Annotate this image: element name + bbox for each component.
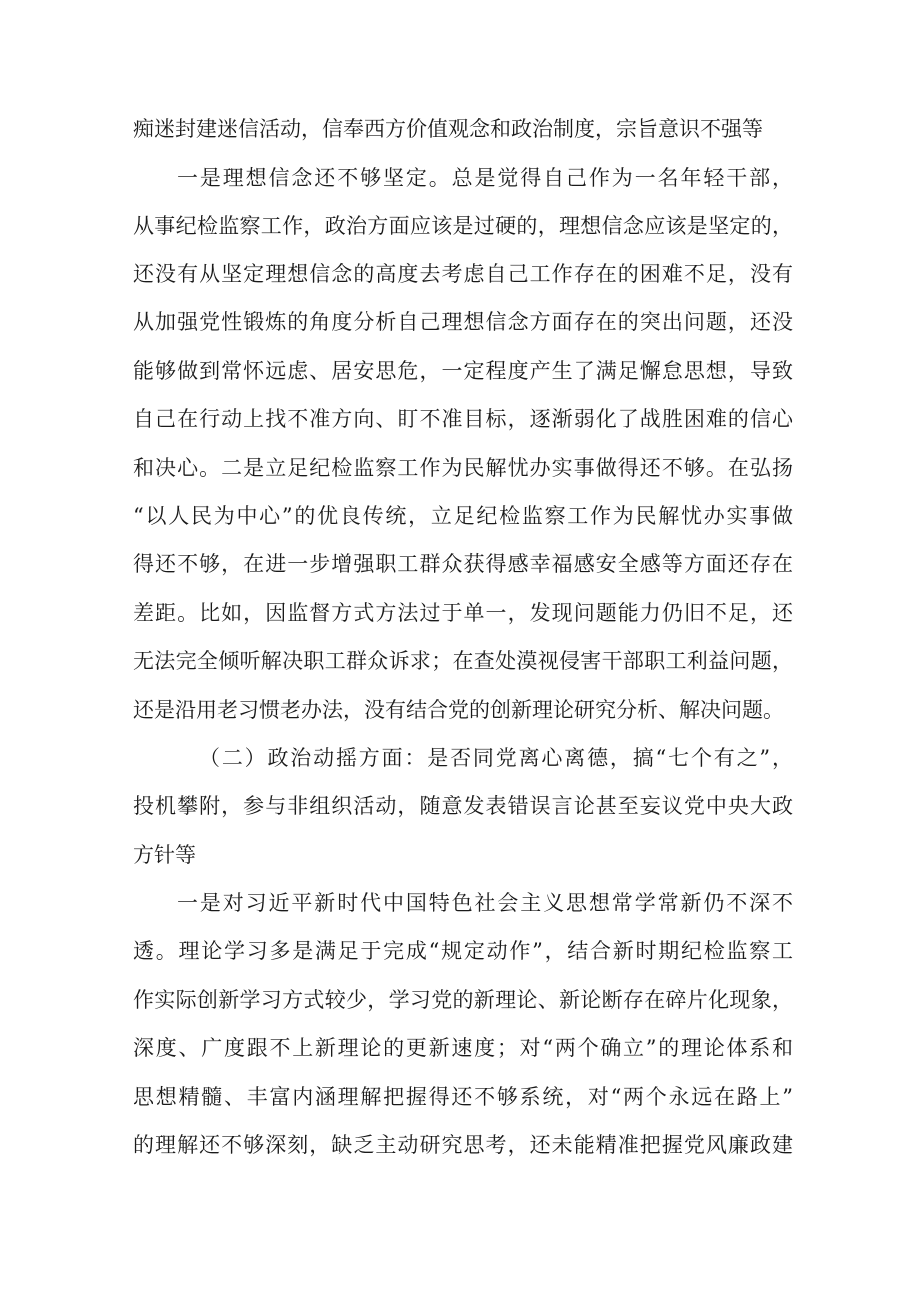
text-line-15: 投机攀附，参与非组织活动，随意发表错误言论甚至妄议党中央大政 <box>133 794 793 818</box>
text-line-12: 无法完全倾听解决职工群众诉求；在查处漠视侵害干部职工利益问题， <box>133 649 793 673</box>
section-heading: （二）政治动摇方面：是否同党离心离德，搞“七个有之”， <box>199 746 793 770</box>
text-line-3: 从事纪检监察工作，政治方面应该是过硬的，理想信念应该是坚定的， <box>133 214 793 238</box>
text-line-1: 痴迷封建迷信活动，信奉西方价值观念和政治制度，宗旨意识不强等 <box>133 117 763 141</box>
text-line-2: 一是理想信念还不够坚定。总是觉得自己作为一名年轻干部， <box>177 166 793 190</box>
text-line-6: 能够做到常怀远虑、居安思危，一定程度产生了满足懈怠思想，导致 <box>133 359 793 383</box>
text-line-9: “以人民为中心”的优良传统，立足纪检监察工作为民解忧办实事做 <box>133 504 793 528</box>
text-line-22: 的理解还不够深刻，缺乏主动研究思考，还未能精准把握党风廉政建 <box>133 1133 793 1157</box>
text-line-20: 深度、广度跟不上新理论的更新速度；对“两个确立”的理论体系和 <box>133 1036 793 1060</box>
text-line-7: 自己在行动上找不准方向、盯不准目标，逐渐弱化了战胜困难的信心 <box>133 407 793 431</box>
text-line-17: 一是对习近平新时代中国特色社会主义思想常学常新仍不深不 <box>177 891 793 915</box>
text-line-21: 思想精髓、丰富内涵理解把握得还不够系统，对“两个永远在路上” <box>133 1085 793 1109</box>
text-line-10: 得还不够，在进一步增强职工群众获得感幸福感安全感等方面还存在 <box>133 552 793 576</box>
text-line-4: 还没有从坚定理想信念的高度去考虑自己工作存在的困难不足，没有 <box>133 262 793 286</box>
text-line-18: 透。理论学习多是满足于完成“规定动作”，结合新时期纪检监察工 <box>133 939 793 963</box>
text-line-5: 从加强党性锻炼的角度分析自己理想信念方面存在的突出问题，还没 <box>133 310 793 334</box>
text-line-19: 作实际创新学习方式较少，学习党的新理论、新论断存在碎片化现象， <box>133 988 793 1012</box>
text-line-8: 和决心。二是立足纪检监察工作为民解忧办实事做得还不够。在弘扬 <box>133 456 793 480</box>
text-line-16: 方针等 <box>133 843 196 867</box>
text-line-11: 差距。比如，因监督方式方法过于单一，发现问题能力仍旧不足，还 <box>133 601 793 625</box>
text-line-13: 还是沿用老习惯老办法，没有结合党的创新理论研究分析、解决问题。 <box>133 698 784 722</box>
